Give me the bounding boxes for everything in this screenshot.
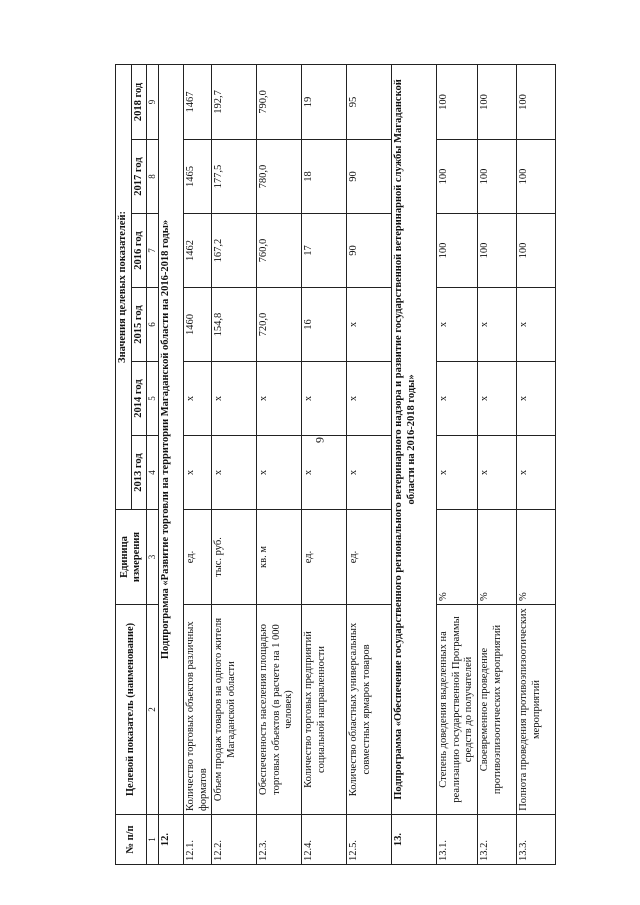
row-no: 12.2. <box>212 815 257 865</box>
table-row <box>183 64 211 864</box>
row-value: х <box>477 362 516 436</box>
row-value: 95 <box>347 64 392 139</box>
row-value: 192,7 <box>212 64 257 139</box>
row-no: 13.3. <box>516 815 555 865</box>
header-year: 2015 год <box>131 288 147 362</box>
header-name: Целевой показатель (наименование) <box>116 605 147 815</box>
row-unit: % <box>437 510 478 605</box>
row-name: Обеспеченность населения площадью торговых объектов (в расчете на 1 000 человек) <box>257 605 302 815</box>
row-name: Количество торговых объектов различных форматов <box>183 605 211 815</box>
row-value: 790,0 <box>257 64 302 139</box>
col-number: 1 <box>147 815 159 865</box>
col-number: 9 <box>147 64 159 139</box>
row-no: 12.4. <box>302 815 347 865</box>
row-value: х <box>212 436 257 510</box>
row-value: х <box>437 288 478 362</box>
row-value: 100 <box>516 64 555 139</box>
table-row <box>212 64 257 864</box>
row-value: 154,8 <box>212 288 257 362</box>
table-row <box>347 64 392 864</box>
row-name: Полнота проведения противоэпизоотических мероприятий <box>516 605 555 815</box>
row-value: 760,0 <box>257 214 302 288</box>
row-value: х <box>257 362 302 436</box>
row-value: 100 <box>477 140 516 214</box>
row-no: 13.1. <box>437 815 478 865</box>
row-value: 90 <box>347 214 392 288</box>
row-value: 100 <box>516 214 555 288</box>
col-number: 4 <box>147 436 159 510</box>
row-value: х <box>516 288 555 362</box>
row-value: 1467 <box>183 64 211 139</box>
row-value: х <box>302 436 347 510</box>
header-values: Значения целевых показателей: <box>116 64 132 509</box>
row-value: 19 <box>302 64 347 139</box>
subprogram-title: Подпрограмма «Развитие торговли на территории Магаданской области на 2016-2018 годы» <box>158 64 183 814</box>
table-row <box>257 64 302 864</box>
row-unit: % <box>516 510 555 605</box>
header-no: № п/п <box>116 815 147 865</box>
row-value: 90 <box>347 140 392 214</box>
table-row <box>302 64 347 864</box>
row-value: 100 <box>437 64 478 139</box>
table-row <box>477 64 516 864</box>
row-value: 1460 <box>183 288 211 362</box>
row-no: 12.1. <box>183 815 211 865</box>
header-unit: Единица измерения <box>116 510 147 605</box>
row-value: 720,0 <box>257 288 302 362</box>
col-number: 8 <box>147 140 159 214</box>
col-number: 2 <box>147 605 159 815</box>
subprogram-no: 12. <box>158 815 183 865</box>
subprogram-no: 13. <box>392 815 437 865</box>
row-value: 100 <box>477 214 516 288</box>
table-row <box>437 64 478 864</box>
row-value: х <box>183 362 211 436</box>
row-value: 100 <box>437 140 478 214</box>
row-no: 13.2. <box>477 815 516 865</box>
row-value: х <box>516 362 555 436</box>
row-unit: % <box>477 510 516 605</box>
table-row <box>516 64 555 864</box>
row-value: х <box>183 436 211 510</box>
row-unit: ед. <box>183 510 211 605</box>
row-name: Количество областных универсальных совместных ярмарок товаров <box>347 605 392 815</box>
row-value: 100 <box>437 214 478 288</box>
col-number: 5 <box>147 362 159 436</box>
header-year: 2014 год <box>131 362 147 436</box>
row-unit: ед. <box>347 510 392 605</box>
row-unit: кв. м <box>257 510 302 605</box>
row-name: Количество торговых предприятий социальной направленности <box>302 605 347 815</box>
row-value: х <box>437 436 478 510</box>
subprogram-title: Подпрограмма «Обеспечение государственного регионального ветеринарного надзора и развитие государственной ветеринарной службы Магаданской области на 2016-2018 годы» <box>392 64 437 814</box>
row-value: х <box>347 436 392 510</box>
col-number: 3 <box>147 510 159 605</box>
row-value: х <box>347 288 392 362</box>
col-number: 7 <box>147 214 159 288</box>
rotated-table-wrapper <box>115 65 635 865</box>
row-name: Объем продаж товаров на одного жителя Магаданской области <box>212 605 257 815</box>
row-name: Степень доведения выделенных на реализацию государственной Программы средств до получателей <box>437 605 478 815</box>
row-value: 18 <box>302 140 347 214</box>
header-year: 2018 год <box>131 64 147 139</box>
row-value: 1465 <box>183 140 211 214</box>
row-value: х <box>516 436 555 510</box>
row-value: 17 <box>302 214 347 288</box>
row-value: 177,5 <box>212 140 257 214</box>
row-value: х <box>257 436 302 510</box>
row-name: Своевременное проведение противоэпизоотических мероприятий <box>477 605 516 815</box>
row-value: 780,0 <box>257 140 302 214</box>
row-unit: ед. <box>302 510 347 605</box>
row-value: х <box>302 362 347 436</box>
row-value: х <box>212 362 257 436</box>
row-value: 167,2 <box>212 214 257 288</box>
header-year: 2017 год <box>131 140 147 214</box>
indicators-table <box>115 64 556 865</box>
row-value: 1462 <box>183 214 211 288</box>
row-value: 16 <box>302 288 347 362</box>
row-value: х <box>477 288 516 362</box>
col-number: 6 <box>147 288 159 362</box>
header-year: 2013 год <box>131 436 147 510</box>
row-no: 12.5. <box>347 815 392 865</box>
row-value: х <box>437 362 478 436</box>
row-no: 12.3. <box>257 815 302 865</box>
header-year: 2016 год <box>131 214 147 288</box>
row-value: 100 <box>516 140 555 214</box>
row-unit: тыс. руб. <box>212 510 257 605</box>
row-value: х <box>477 436 516 510</box>
row-value: 100 <box>477 64 516 139</box>
page-number: 9 <box>312 437 327 443</box>
row-value: х <box>347 362 392 436</box>
